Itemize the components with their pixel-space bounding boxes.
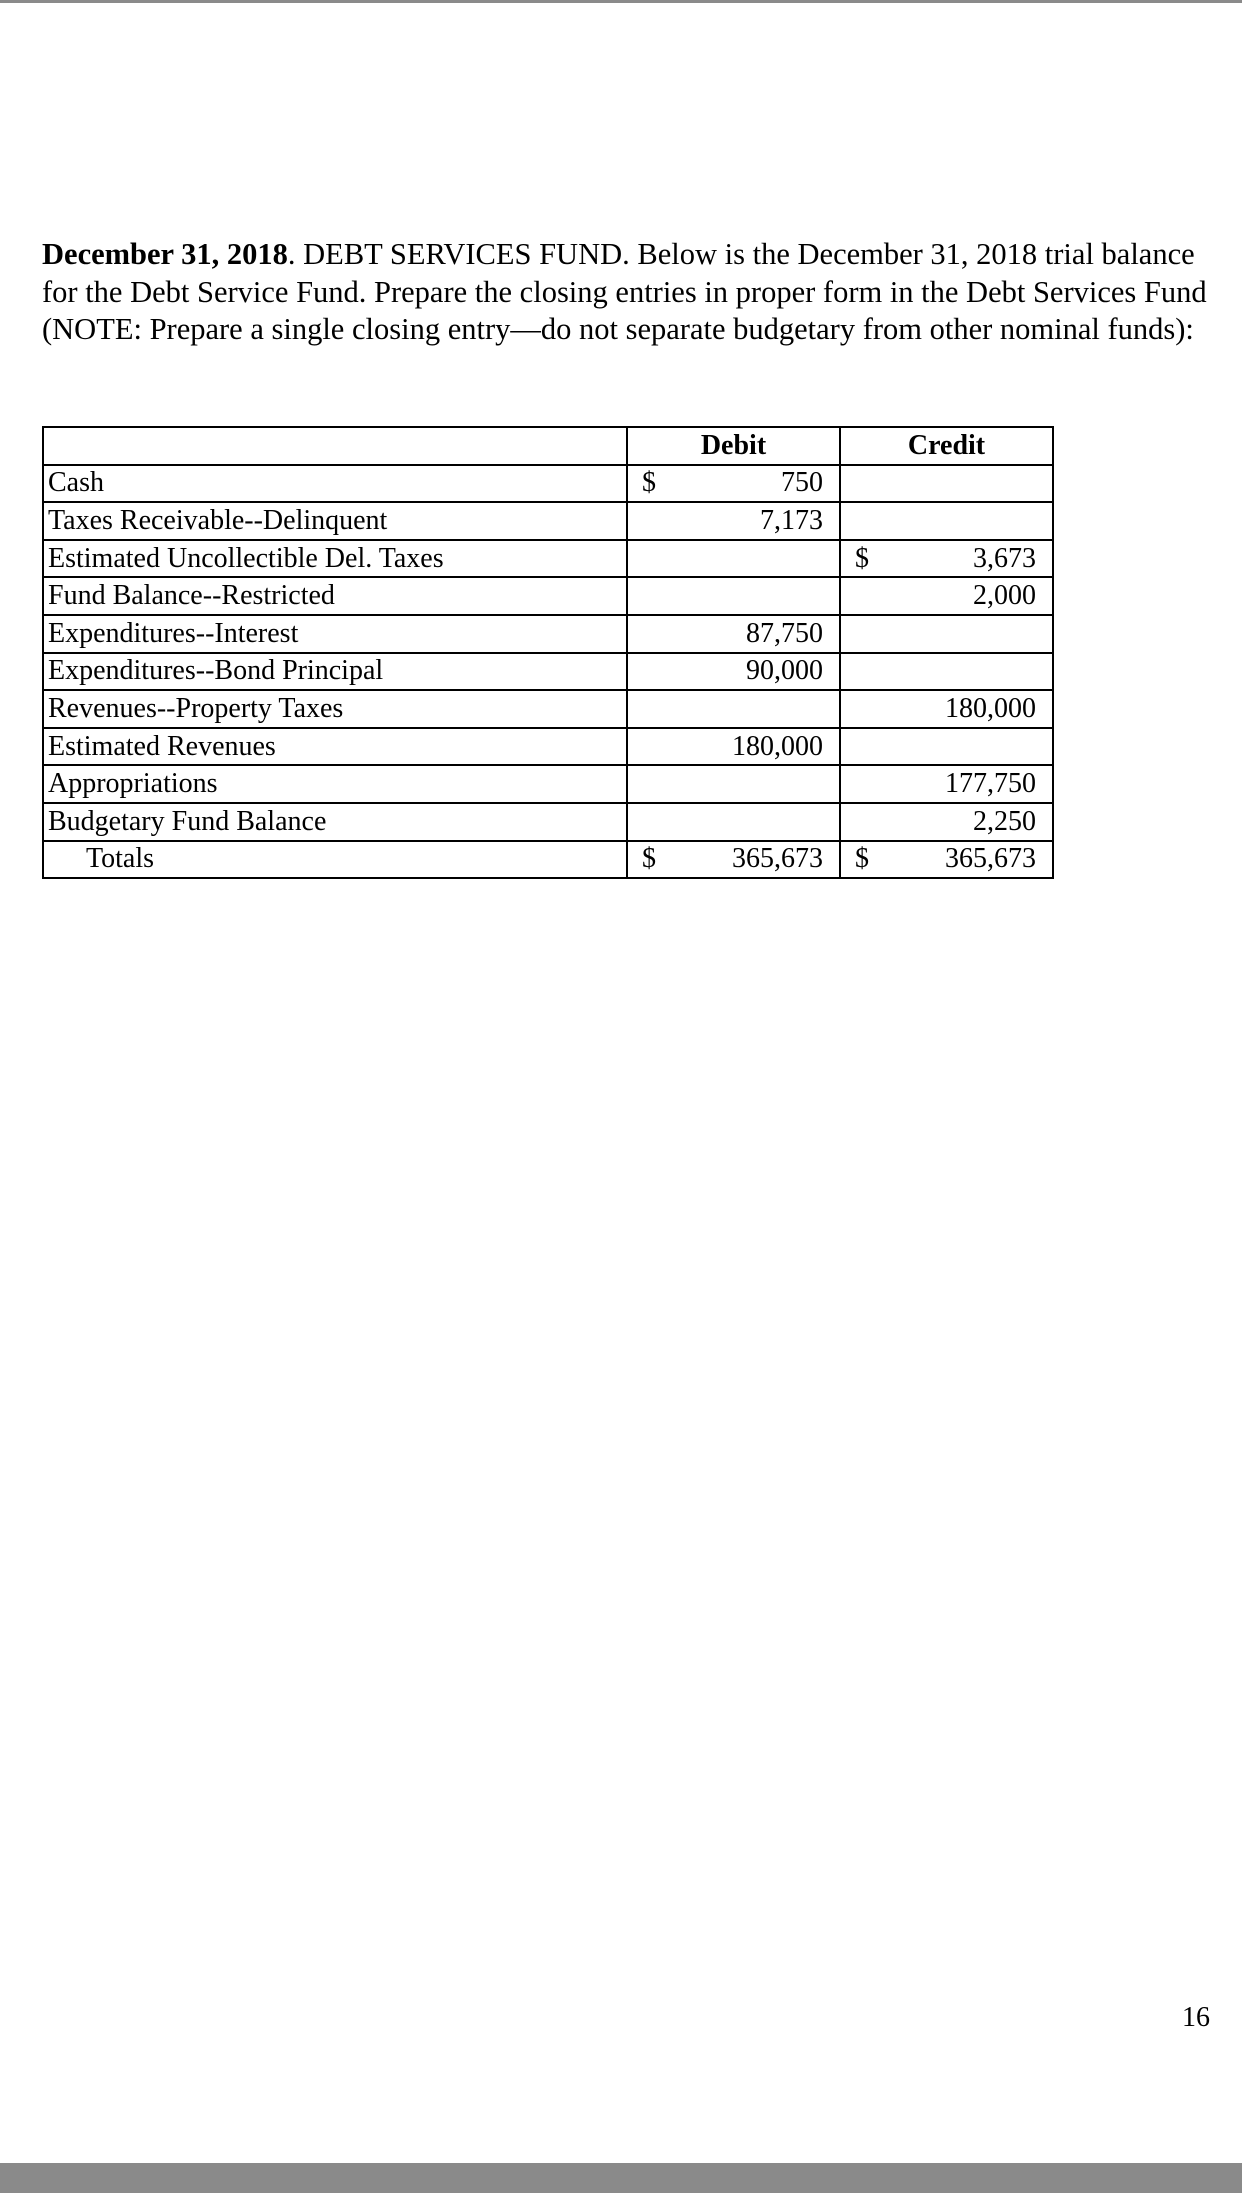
- credit-amount: 2,250: [973, 805, 1036, 837]
- debit-amount: 180,000: [732, 730, 823, 762]
- debit-cell: [627, 653, 840, 691]
- credit-currency: $: [855, 542, 869, 574]
- trial-balance-table: [42, 426, 1054, 879]
- credit-cell: [840, 728, 1053, 766]
- table-row: [43, 502, 1053, 540]
- table-row: [43, 653, 1053, 691]
- account-name: Taxes Receivable--Delinquent: [43, 502, 627, 540]
- table-row: [43, 615, 1053, 653]
- problem-date: December 31, 2018: [42, 237, 288, 271]
- account-name: Budgetary Fund Balance: [43, 803, 627, 841]
- credit-total-amount: 365,673: [945, 843, 1036, 875]
- top-border-rule: [0, 0, 1242, 3]
- credit-cell: [840, 465, 1053, 503]
- credit-cell: [840, 690, 1053, 728]
- table-row: [43, 540, 1053, 578]
- account-column-header: [43, 427, 627, 465]
- debit-total-cell: [627, 841, 840, 879]
- debit-cell: [627, 465, 840, 503]
- debit-cell: [627, 803, 840, 841]
- account-name: Cash: [43, 465, 627, 503]
- credit-cell: [840, 803, 1053, 841]
- table-row: [43, 728, 1053, 766]
- credit-cell: [840, 502, 1053, 540]
- credit-total-cell: [840, 841, 1053, 879]
- debit-cell: [627, 502, 840, 540]
- bottom-bar: [0, 2163, 1242, 2193]
- debit-total-currency: $: [642, 843, 656, 875]
- account-name: Estimated Uncollectible Del. Taxes: [43, 540, 627, 578]
- credit-amount: 177,750: [945, 768, 1036, 800]
- credit-cell: [840, 765, 1053, 803]
- debit-amount: 7,173: [760, 504, 823, 536]
- table-row: [43, 690, 1053, 728]
- debit-column-header: Debit: [627, 427, 840, 465]
- credit-cell: [840, 577, 1053, 615]
- table-header-row: [43, 427, 1053, 465]
- account-name: Expenditures--Bond Principal: [43, 653, 627, 691]
- credit-total-currency: $: [855, 843, 869, 875]
- account-name: Appropriations: [43, 765, 627, 803]
- debit-amount: 750: [781, 467, 823, 499]
- table-row: [43, 765, 1053, 803]
- debit-cell: [627, 615, 840, 653]
- credit-amount: 180,000: [945, 692, 1036, 724]
- debit-cell: [627, 690, 840, 728]
- account-name: Expenditures--Interest: [43, 615, 627, 653]
- credit-amount: 2,000: [973, 580, 1036, 612]
- account-name: Revenues--Property Taxes: [43, 690, 627, 728]
- credit-cell: [840, 653, 1053, 691]
- credit-cell: [840, 540, 1053, 578]
- credit-column-header: Credit: [840, 427, 1053, 465]
- account-name: Fund Balance--Restricted: [43, 577, 627, 615]
- problem-text: . DEBT SERVICES FUND. Below is the December 31, 2018 trial balance for the Debt Service Fund. Prepare the closing entries in proper form in the Debt Services Fund (NOTE: Prepare a single closing entry—do not separate budgetary from other nominal funds):: [42, 237, 1207, 346]
- table-row: [43, 465, 1053, 503]
- credit-cell: [840, 615, 1053, 653]
- debit-currency: $: [642, 467, 656, 499]
- totals-row: [43, 841, 1053, 879]
- page-number: 16: [1182, 2002, 1210, 2033]
- table-row: [43, 577, 1053, 615]
- debit-cell: [627, 765, 840, 803]
- totals-label: Totals: [43, 841, 627, 879]
- account-name: Estimated Revenues: [43, 728, 627, 766]
- debit-total-amount: 365,673: [732, 843, 823, 875]
- debit-amount: 90,000: [746, 655, 823, 687]
- debit-amount: 87,750: [746, 617, 823, 649]
- debit-cell: [627, 728, 840, 766]
- debit-cell: [627, 577, 840, 615]
- credit-amount: 3,673: [973, 542, 1036, 574]
- debit-cell: [627, 540, 840, 578]
- problem-statement: [42, 236, 1212, 349]
- table-row: [43, 803, 1053, 841]
